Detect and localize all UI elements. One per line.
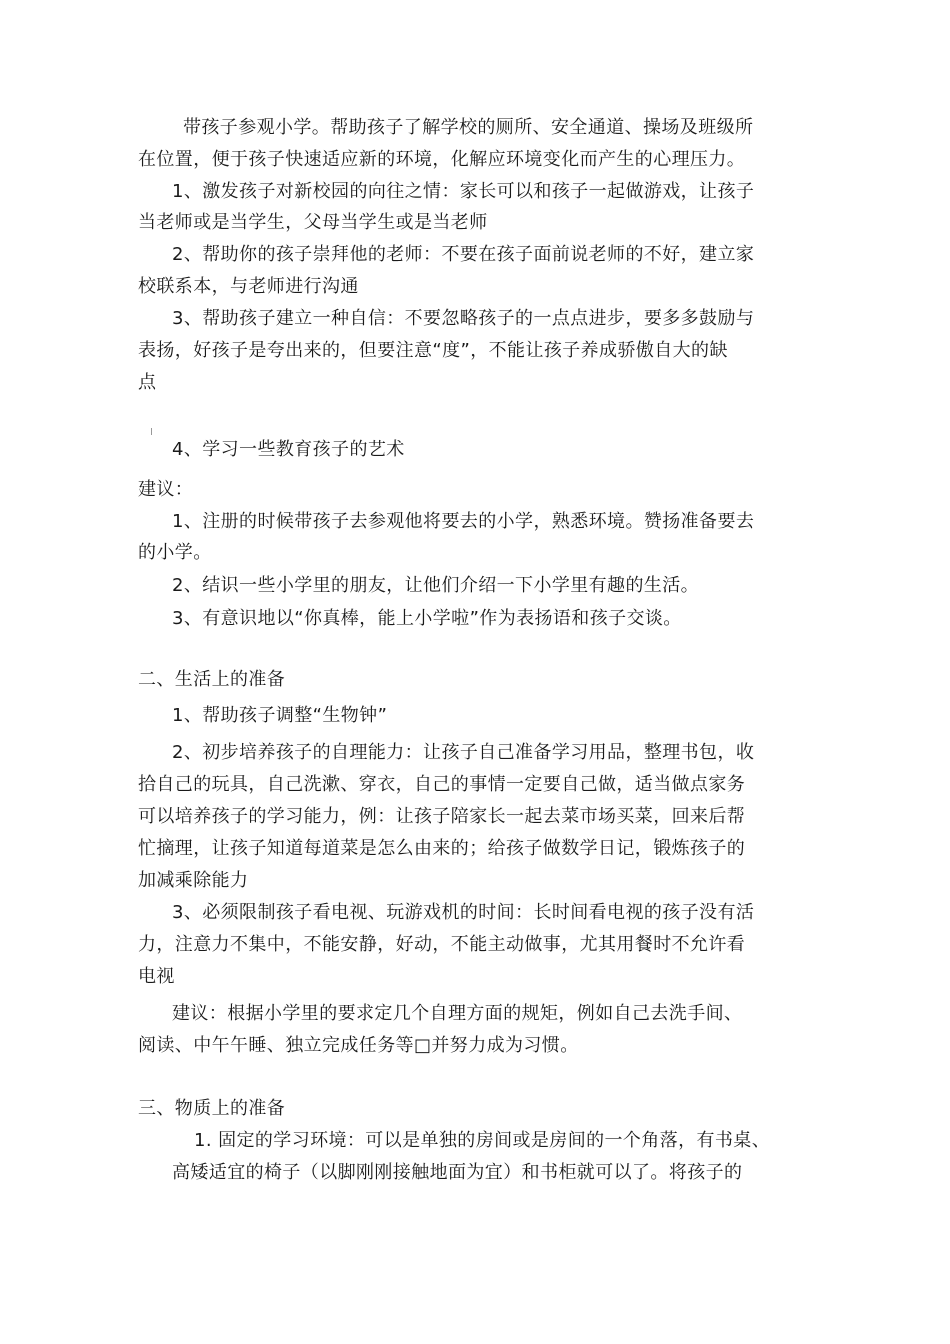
paragraph-line: 的小学。: [138, 542, 212, 563]
section-heading: 三、物质上的准备: [138, 1098, 286, 1119]
paragraph-line: 2、帮助你的孩子崇拜他的老师：不要在孩子面前说老师的不好，建立家: [172, 244, 755, 265]
paragraph-line: 建议：: [138, 479, 194, 500]
paragraph-line: 阅读、中午午睡、独立完成任务等□并努力成为习惯。: [138, 1035, 579, 1056]
paragraph-line: 表扬，好孩子是夸出来的，但要注意“度”，不能让孩子养成骄傲自大的缺: [138, 340, 728, 361]
paragraph-line: 在位置，便于孩子快速适应新的环境，化解应环境变化而产生的心理压力。: [138, 149, 746, 170]
paragraph-line: 1、帮助孩子调整“生物钟”: [172, 705, 388, 726]
paragraph-line: 1、注册的时候带孩子去参观他将要去的小学，熟悉环境。赞扬准备要去: [172, 511, 755, 532]
paragraph-line: 3、有意识地以“你真棒，能上小学啦”作为表扬语和孩子交谈。: [172, 608, 682, 629]
paragraph-line: 电视: [138, 966, 175, 987]
paragraph-line: 2、结识一些小学里的朋友，让他们介绍一下小学里有趣的生活。: [172, 575, 700, 596]
paragraph-line: 忙摘理，让孩子知道每道菜是怎么由来的；给孩子做数学日记，锻炼孩子的: [138, 838, 746, 859]
paragraph-line: 1. 固定的学习环境：可以是单独的房间或是房间的一个角落，有书桌、: [194, 1130, 771, 1151]
paragraph-line: 点: [138, 372, 157, 393]
paragraph-line: 4、学习一些教育孩子的艺术: [172, 439, 405, 460]
paragraph-line: 拾自己的玩具，自己洗漱、穿衣，自己的事情一定要自己做，适当做点家务: [138, 774, 746, 795]
paragraph-line: 3、帮助孩子建立一种自信：不要忽略孩子的一点点进步，要多多鼓励与: [172, 308, 755, 329]
paragraph-line: 建议：根据小学里的要求定几个自理方面的规矩，例如自己去洗手间、: [172, 1003, 743, 1024]
paragraph-line: 2、初步培养孩子的自理能力：让孩子自己准备学习用品，整理书包，收: [172, 742, 755, 763]
paragraph-line: 校联系本，与老师进行沟通: [138, 276, 359, 297]
paragraph-line: 可以培养孩子的学习能力，例：让孩子陪家长一起去菜市场买菜，回来后帮: [138, 806, 746, 827]
paragraph-line: 高矮适宜的椅子（以脚刚刚接触地面为宜）和书柜就可以了。将孩子的: [172, 1162, 743, 1183]
paragraph-line: 3、必须限制孩子看电视、玩游戏机的时间：长时间看电视的孩子没有活: [172, 902, 755, 923]
paragraph-line: 当老师或是当学生，父母当学生或是当老师: [138, 212, 488, 233]
stray-mark: [151, 428, 152, 435]
paragraph-line: 带孩子参观小学。帮助孩子了解学校的厕所、安全通道、操场及班级所: [183, 117, 754, 138]
paragraph-line: 力，注意力不集中，不能安静，好动，不能主动做事，尤其用餐时不允许看: [138, 934, 746, 955]
section-heading: 二、生活上的准备: [138, 669, 286, 690]
paragraph-line: 1、激发孩子对新校园的向往之情：家长可以和孩子一起做游戏，让孩子: [172, 181, 755, 202]
paragraph-line: 加减乘除能力: [138, 870, 249, 891]
